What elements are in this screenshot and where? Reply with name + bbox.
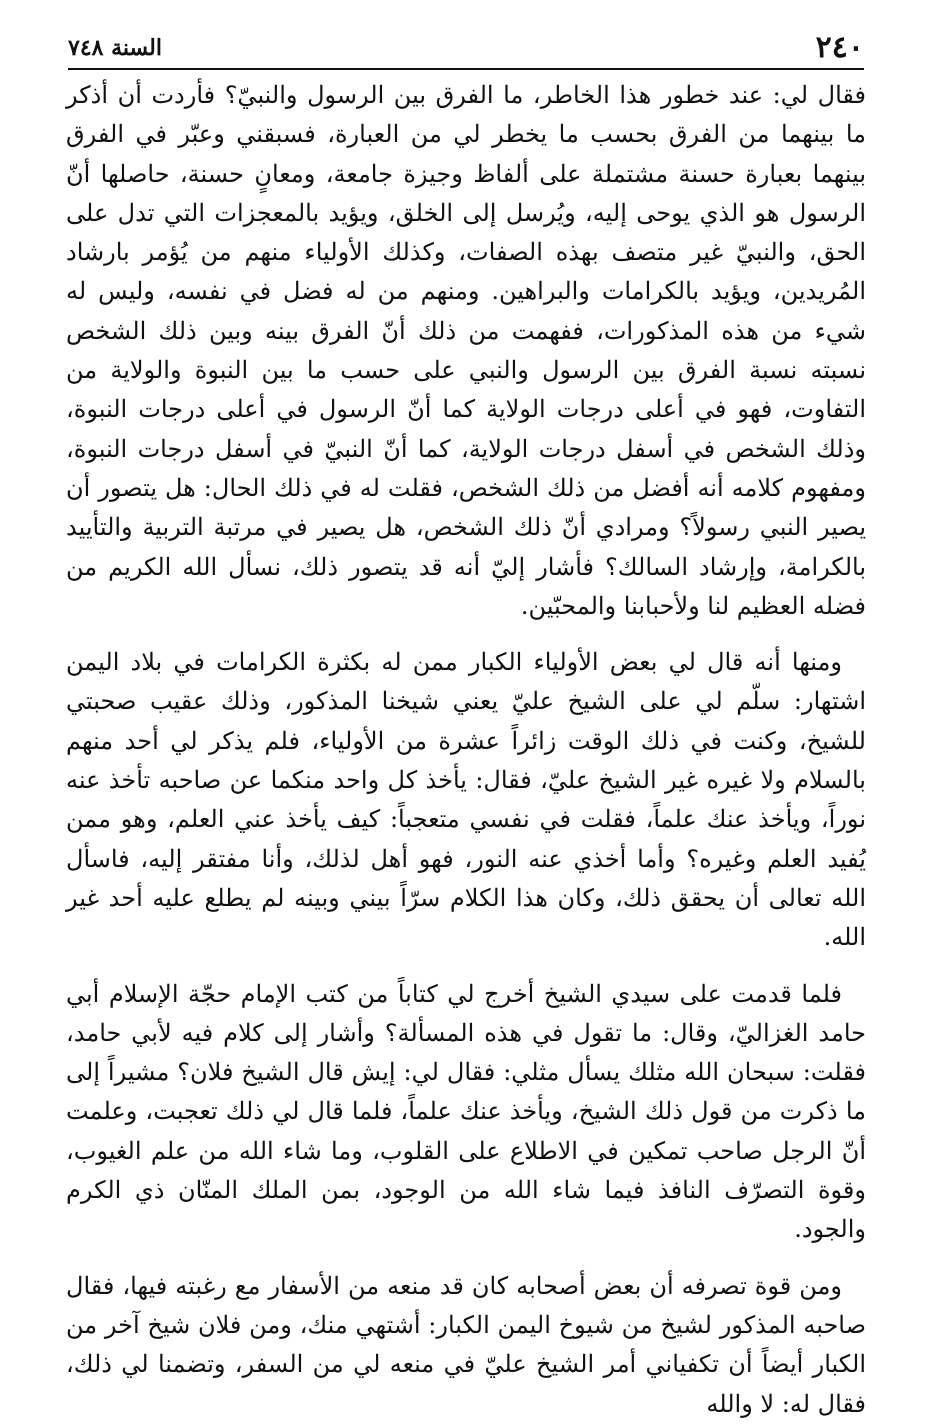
paragraph-3: فلما قدمت على سيدي الشيخ أخرج لي كتاباً من كتب الإمام حجّة الإسلام أبي حامد الغزاليّ، وقال: ما تقول في هذه المسألة؟ وأشار إلى كلام فيه لأبي حامد، فقلت: سبحان الله مثلك يسأل مثلي: فقال لي: إيش قال الشيخ فلان؟ مشيراً إلى ما ذكرت من قول ذلك الشيخ، ويأخذ عنك علماً، فلما قال لي ذلك تعجبت، وعلمت أنّ الرجل صاحب تمكين في الاطلاع على القلوب، وما شاء الله من علم الغيوب، وقوة التصرّف النافذ فيما شاء الله من الوجود، بمن الملك المنّان ذي الكرم والجود. [66,979,866,1244]
page-number: ٢٤٠ [815,30,864,65]
page-header [68,30,864,66]
running-head: السنة ٧٤٨ [68,35,162,61]
header-rule [68,68,864,70]
paragraph-2: ومنها أنه قال لي بعض الأولياء الكبار ممن له بكثرة الكرامات في بلاد اليمن اشتهار: سلّم لي على الشيخ عليّ يعني شيخنا المذكور، وذلك عقيب صحبتي للشيخ، وكنت في ذلك الوقت زائراً عشرة من الأولياء، فلم يذكر لي أحد منهم بالسلام ولا غيره غير الشيخ عليّ، فقال: يأخذ كل واحد منكما عن صاحبه تأخذ عنه نوراً، ويأخذ عنك علماً، فقلت في نفسي متعجباً: كيف يأخذ عني العلم، وهو ممن يُفيد العلم وغيره؟ وأما أخذي عنه النور، فهو أهل لذلك، وأنا مفتقر إليه، فاسأل الله تعالى أن يحقق ذلك، وكان هذا الكلام سرّاً بيني وبينه لم يطلع عليه أحد غير الله. [66,648,866,952]
paragraph-1: فقال لي: عند خطور هذا الخاطر، ما الفرق بين الرسول والنبيّ؟ فأردت أن أذكر ما بينهما من الفرق بحسب ما يخطر لي من العبارة، فسبقني وعبّر في الفرق بينهما بعبارة حسنة مشتملة على ألفاظ وجيزة جامعة، ومعانٍ حسنة، حاصلها أنّ الرسول هو الذي يوحى إليه، ويُرسل إلى الخلق، ويؤيد بالمعجزات التي تدل على الحق، والنبيّ غير متصف بهذه الصفات، وكذلك الأولياء منهم من يُؤمر بارشاد المُريدين، ويؤيد بالكرامات والبراهين. ومنهم من له فضل في نفسه، وليس له شيء من هذه المذكورات، ففهمت من ذلك أنّ الفرق بينه وبين ذلك الشخص نسبته نسبة الفرق بين الرسول والنبي على حسب ما بين النبوة والولاية من التفاوت، فهو في أعلى درجات الولاية كما أنّ الرسول في أعلى درجات النبوة، وذلك الشخص في أسفل درجات الولاية، كما أنّ النبيّ في أسفل درجات النبوة، ومفهوم كلامه أنه أفضل من ذلك الشخص، فقلت له في ذلك الحال: هل يتصور أن يصير النبي رسولاً؟ ومرادي أنّ ذلك الشخص، هل يصير في مرتبة التربية والتأييد بالكرامة، وإرشاد السالك؟ فأشار إليّ أنه قد يتصور ذلك، نسأل الله الكريم من فضله العظيم لنا ولأحبابنا والمحبّين. [66,81,867,620]
paragraph-4: ومن قوة تصرفه أن بعض أصحابه كان قد منعه من الأسفار مع رغبته فيها، فقال صاحبه المذكور لشيخ من شيوخ اليمن الكبار: أشتهي منك، ومن فلان شيخ آخر من الكبار أيضاً أن تكفياني أمر الشيخ عليّ في منعه لي من السفر، وتضمنا لي ذلك، فقال له: لا والله [66,1271,866,1418]
body-text [66,76,866,1424]
